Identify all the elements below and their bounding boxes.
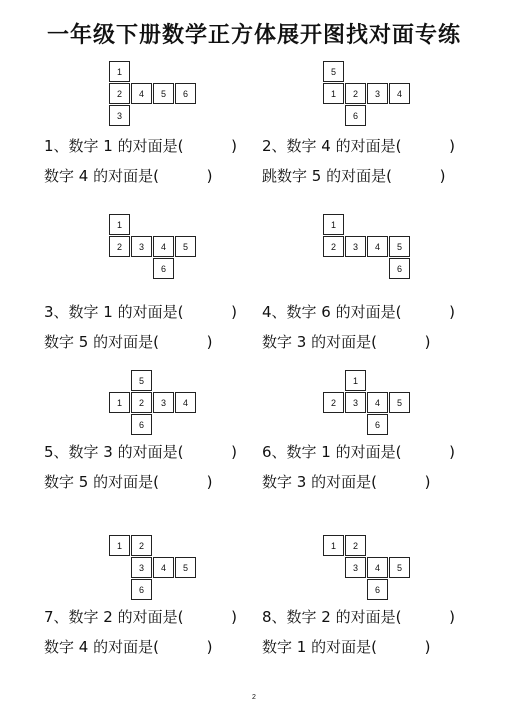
question-7b: 数字 4 的对面是( ) bbox=[44, 638, 213, 656]
net-cell: 4 bbox=[175, 392, 196, 413]
question-2b: 跳数字 5 的对面是( ) bbox=[262, 167, 446, 185]
question-5a: 5、数字 3 的对面是( ) bbox=[44, 443, 238, 461]
question-6a: 6、数字 1 的对面是( ) bbox=[262, 443, 456, 461]
net-cell: 5 bbox=[175, 236, 196, 257]
net-cell: 2 bbox=[323, 236, 344, 257]
page-number: 2 bbox=[252, 694, 256, 701]
net-cell: 2 bbox=[323, 392, 344, 413]
net-cell: 6 bbox=[345, 105, 366, 126]
net-cell: 3 bbox=[367, 83, 388, 104]
net-cell: 5 bbox=[389, 557, 410, 578]
net-cell: 1 bbox=[323, 214, 344, 235]
question-1b: 数字 4 的对面是( ) bbox=[44, 167, 213, 185]
net-cell: 6 bbox=[131, 414, 152, 435]
net-cell: 3 bbox=[109, 105, 130, 126]
net-cell: 6 bbox=[131, 579, 152, 600]
net-cell: 1 bbox=[323, 83, 344, 104]
net-cell: 4 bbox=[367, 392, 388, 413]
question-1a: 1、数字 1 的对面是( ) bbox=[44, 137, 238, 155]
net-cell: 3 bbox=[131, 557, 152, 578]
question-3a: 3、数字 1 的对面是( ) bbox=[44, 303, 238, 321]
net-cell: 4 bbox=[389, 83, 410, 104]
net-cell: 5 bbox=[175, 557, 196, 578]
net-cell: 6 bbox=[389, 258, 410, 279]
question-2a: 2、数字 4 的对面是( ) bbox=[262, 137, 456, 155]
net-cell: 2 bbox=[109, 83, 130, 104]
net-cell: 3 bbox=[345, 236, 366, 257]
net-cell: 3 bbox=[345, 392, 366, 413]
net-cell: 4 bbox=[367, 557, 388, 578]
net-cell: 2 bbox=[109, 236, 130, 257]
net-cell: 4 bbox=[153, 236, 174, 257]
net-cell: 1 bbox=[323, 535, 344, 556]
net-cell: 2 bbox=[345, 535, 366, 556]
net-cell: 6 bbox=[367, 414, 388, 435]
net-cell: 5 bbox=[389, 236, 410, 257]
net-cell: 1 bbox=[345, 370, 366, 391]
net-cell: 5 bbox=[131, 370, 152, 391]
net-cell: 5 bbox=[389, 392, 410, 413]
net-cell: 2 bbox=[131, 535, 152, 556]
net-cell: 2 bbox=[345, 83, 366, 104]
page-title: 一年级下册数学正方体展开图找对面专练 bbox=[46, 23, 461, 48]
question-8b: 数字 1 的对面是( ) bbox=[262, 638, 431, 656]
question-5b: 数字 5 的对面是( ) bbox=[44, 473, 213, 491]
net-cell: 1 bbox=[109, 61, 130, 82]
net-cell: 3 bbox=[131, 236, 152, 257]
question-4a: 4、数字 6 的对面是( ) bbox=[262, 303, 456, 321]
question-3b: 数字 5 的对面是( ) bbox=[44, 333, 213, 351]
net-cell: 6 bbox=[367, 579, 388, 600]
question-8a: 8、数字 2 的对面是( ) bbox=[262, 608, 456, 626]
net-cell: 4 bbox=[131, 83, 152, 104]
net-cell: 3 bbox=[345, 557, 366, 578]
question-4b: 数字 3 的对面是( ) bbox=[262, 333, 431, 351]
question-6b: 数字 3 的对面是( ) bbox=[262, 473, 431, 491]
question-7a: 7、数字 2 的对面是( ) bbox=[44, 608, 238, 626]
net-cell: 6 bbox=[175, 83, 196, 104]
net-cell: 6 bbox=[153, 258, 174, 279]
net-cell: 2 bbox=[131, 392, 152, 413]
net-cell: 4 bbox=[367, 236, 388, 257]
net-cell: 3 bbox=[153, 392, 174, 413]
net-cell: 1 bbox=[109, 392, 130, 413]
net-cell: 5 bbox=[153, 83, 174, 104]
net-cell: 4 bbox=[153, 557, 174, 578]
net-cell: 1 bbox=[109, 214, 130, 235]
net-cell: 1 bbox=[109, 535, 130, 556]
net-cell: 5 bbox=[323, 61, 344, 82]
